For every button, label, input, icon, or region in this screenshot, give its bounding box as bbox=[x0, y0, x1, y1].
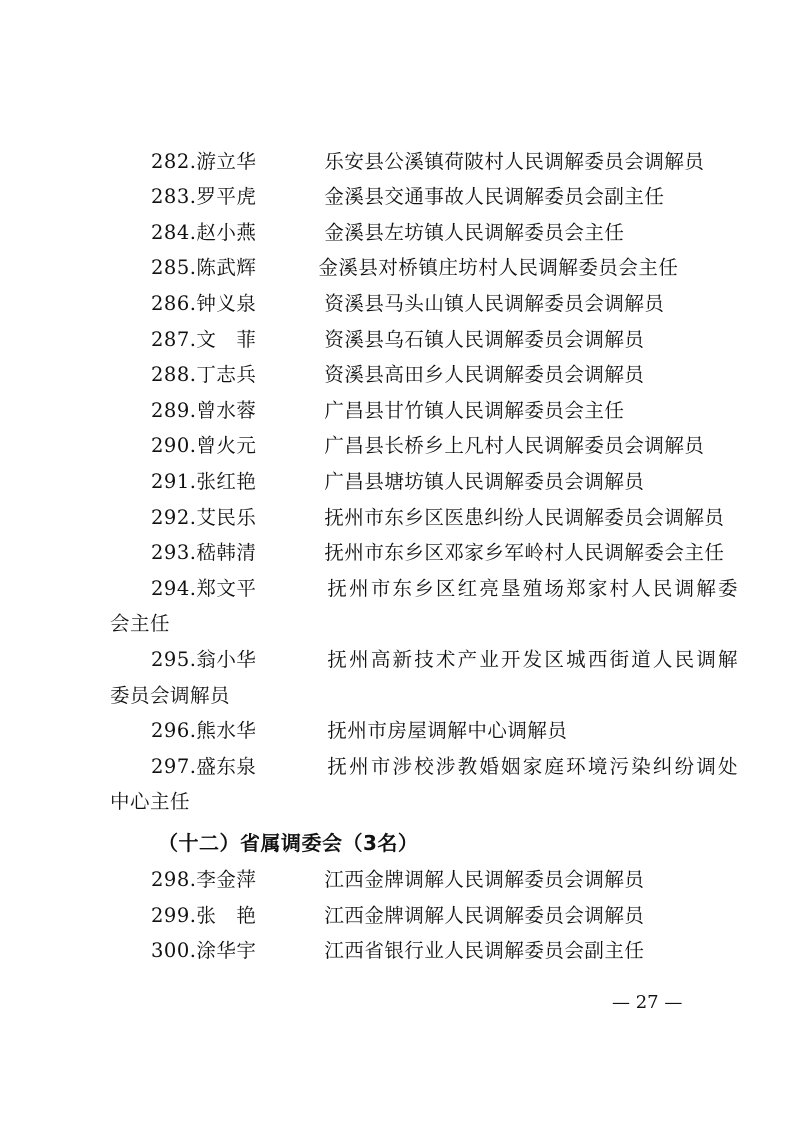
entry-name: 陈武辉 bbox=[196, 256, 257, 279]
entry-name: 涂华宇 bbox=[196, 939, 257, 962]
entry-org: 江西省银行业人民调解委员会副主任 bbox=[324, 939, 645, 962]
entry-org: 抚州市东乡区邓家乡军岭村人民调解委会主任 bbox=[324, 541, 725, 564]
entry-name: 张 艳 bbox=[196, 904, 257, 927]
entry-number: 289. bbox=[151, 399, 197, 422]
list-item bbox=[151, 749, 751, 785]
entry-number: 296. bbox=[151, 719, 197, 742]
entry-name: 盛东泉 bbox=[196, 755, 257, 778]
entry-number: 283. bbox=[151, 185, 197, 208]
entry-name: 李金萍 bbox=[196, 868, 257, 891]
section-heading: （十二）省属调委会（3名） bbox=[158, 831, 419, 855]
entry-name: 曾水蓉 bbox=[196, 399, 257, 422]
entry-name: 郑文平 bbox=[196, 577, 257, 600]
entry-name: 翁小华 bbox=[196, 648, 257, 671]
entry-org: 乐安县公溪镇荷陂村人民调解委员会调解员 bbox=[324, 150, 705, 173]
entry-number: 282. bbox=[151, 150, 197, 173]
entry-name: 丁志兵 bbox=[196, 363, 257, 386]
entry-number: 288. bbox=[151, 363, 197, 386]
list-item bbox=[151, 250, 751, 286]
entry-org: 江西金牌调解人民调解委员会调解员 bbox=[324, 904, 645, 927]
entry-name: 文 菲 bbox=[196, 328, 257, 351]
list-item bbox=[151, 357, 751, 393]
entry-org: 抚州市房屋调解中心调解员 bbox=[327, 719, 568, 742]
list-item bbox=[151, 215, 751, 251]
entry-name: 熊水华 bbox=[196, 719, 257, 742]
entry-org: 江西金牌调解人民调解委员会调解员 bbox=[324, 868, 645, 891]
entry-org: 资溪县乌石镇人民调解委员会调解员 bbox=[324, 328, 645, 351]
entry-number: 286. bbox=[151, 292, 197, 315]
entry-number: 291. bbox=[151, 470, 197, 493]
list-item bbox=[151, 179, 751, 215]
entry-name: 游立华 bbox=[196, 150, 257, 173]
entry-number: 284. bbox=[151, 221, 197, 244]
entry-org: 资溪县马头山镇人民调解委员会调解员 bbox=[324, 292, 665, 315]
list-item bbox=[151, 286, 751, 322]
list-item-continuation: 委员会调解员 bbox=[110, 684, 231, 707]
entry-org: 广昌县长桥乡上凡村人民调解委员会调解员 bbox=[324, 434, 705, 457]
list-item bbox=[151, 713, 751, 749]
entry-number: 295. bbox=[151, 648, 197, 671]
entry-org: 抚州市东乡区医患纠纷人民调解委员会调解员 bbox=[324, 506, 725, 529]
entry-org: 金溪县对桥镇庄坊村人民调解委员会主任 bbox=[318, 256, 679, 279]
list-item bbox=[151, 500, 751, 536]
entry-name: 艾民乐 bbox=[196, 506, 257, 529]
entry-org: 抚州高新技术产业开发区城西街道人民调解 bbox=[327, 648, 740, 671]
entry-org: 广昌县甘竹镇人民调解委员会主任 bbox=[324, 399, 625, 422]
entry-number: 298. bbox=[151, 868, 197, 891]
entry-org: 资溪县高田乡人民调解委员会调解员 bbox=[324, 363, 645, 386]
list-item bbox=[151, 393, 751, 429]
entry-number: 297. bbox=[151, 755, 197, 778]
list-item bbox=[151, 933, 751, 969]
entry-number: 300. bbox=[151, 939, 197, 962]
entry-org: 广昌县塘坊镇人民调解委员会调解员 bbox=[324, 470, 645, 493]
entry-name: 嵇韩清 bbox=[196, 541, 257, 564]
entry-org: 抚州市涉校涉教婚姻家庭环境污染纠纷调处 bbox=[327, 755, 740, 778]
entry-number: 287. bbox=[151, 328, 197, 351]
list-item bbox=[151, 464, 751, 500]
list-item bbox=[151, 428, 751, 464]
entry-number: 292. bbox=[151, 506, 197, 529]
entry-name: 钟义泉 bbox=[196, 292, 257, 315]
entry-org: 金溪县左坊镇人民调解委员会主任 bbox=[324, 221, 625, 244]
entry-org: 抚州市东乡区红亮垦殖场郑家村人民调解委 bbox=[327, 577, 740, 600]
page-number: — 27 — bbox=[612, 992, 683, 1013]
entry-number: 293. bbox=[151, 541, 197, 564]
entry-org: 金溪县交通事故人民调解委员会副主任 bbox=[324, 185, 665, 208]
list-item bbox=[151, 322, 751, 358]
list-item bbox=[151, 535, 751, 571]
entry-number: 285. bbox=[151, 256, 197, 279]
entry-name: 张红艳 bbox=[196, 470, 257, 493]
list-item bbox=[151, 571, 751, 607]
list-item bbox=[151, 862, 751, 898]
entry-name: 赵小燕 bbox=[196, 221, 257, 244]
list-item bbox=[151, 898, 751, 934]
entry-number: 290. bbox=[151, 434, 197, 457]
list-item bbox=[151, 642, 751, 678]
entry-number: 299. bbox=[151, 904, 197, 927]
list-item bbox=[151, 144, 751, 180]
list-item-continuation: 会主任 bbox=[110, 612, 171, 635]
entry-name: 曾火元 bbox=[196, 434, 257, 457]
entry-name: 罗平虎 bbox=[196, 185, 257, 208]
list-item-continuation: 中心主任 bbox=[110, 790, 191, 813]
entry-number: 294. bbox=[151, 577, 197, 600]
